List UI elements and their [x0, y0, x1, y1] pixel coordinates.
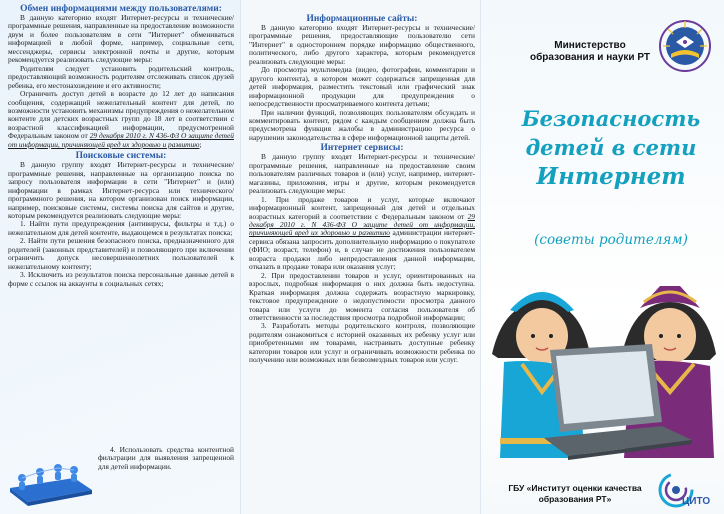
paragraph: 2. При предоставлении товаров и услуг, ориентированных на взрослых, подробная информация о них должна быть недоступна. Краткая информация должна содержать возрастную маркировку, текстовое предупреждение о недопустимости просмотра данного товара или услуги до момента согласия пользователя об ответственности за последствия просмотра подробной информации;	[249, 270, 475, 322]
heading-internet-services: Интернет сервисы:	[320, 143, 404, 154]
paragraph-text: Ограничить доступ детей в возрасте до 12 лет до написания сообщения, содержащий нежелательный контент для детей, по возможности установить механизмы предупреждения о нежелательном контенте для детских возрастных групп до 18 лет в соответствии с возрастной классификацией информации, предусмотренной Федеральным законом от	[8, 89, 234, 141]
heading-search: Поисковые системы:	[75, 151, 167, 162]
children-laptop-illustration	[484, 262, 724, 472]
ministry-emblem-icon	[654, 18, 716, 74]
col1-text-end	[98, 446, 234, 471]
law-link[interactable]: 29 декабря 2010 г. N 436-ФЗ О защите детей от информации, причиняющей вред их здоровью и развитию	[249, 211, 475, 238]
ministry-name: Министерство образования и науки РТ	[530, 40, 650, 63]
paragraph	[8, 90, 234, 149]
col1-text	[8, 4, 234, 288]
title-line: Безопасность	[521, 106, 701, 131]
paragraph: При наличии функций, позволяющих пользователям обсуждать и комментировать контент, рядом с каждым сообщением должна быть предусмотрена функция жалобы в администрацию ресурса о нарушении законодательства в сфере информационной защиты детей.	[249, 107, 475, 142]
organization-name: ГБУ «Институт оценки качества образования РТ»	[508, 483, 642, 504]
paragraph: В данную категорию входят Интернет-ресурсы и технические/программные решения, предоставляющие пользователю сети "Интернет" в одностороннем порядке информацию общественного, политического, либо другого характера, которым рекомендуется реализовать следующие меры:	[249, 23, 475, 66]
paragraph: 4. Использовать средства контентной фильтрации для выявления запрещенной для детей информации.	[98, 445, 234, 471]
brochure-subtitle: (советы родителям)	[534, 232, 688, 248]
law-link[interactable]: 29 декабря 2010 г. N 436-ФЗ О защите детей от информации, причиняющей вред их здоровью и развитию	[8, 131, 234, 149]
paragraph-text: ;	[199, 139, 202, 149]
paragraph: 3. Разработать методы родительского контроля, позволяющие родителям ознакомиться с историей оказанных их ребенку услуг или приобретенными им товарами, настраивать доступные ребенку категории товаров или услуг и ограничивать возможности ребенка по получению или возможных или безвозмездных товаров или услуг.	[249, 321, 475, 365]
heading-exchange: Обмен информациями между пользователями:	[20, 4, 222, 14]
paragraph: 3. Исключить из результатов поиска персональные данные детей в форме с ссылок на аккаунты в социальных сетях;	[8, 270, 234, 288]
paragraph-text: администрации интернет-сервиса обязана запросить дополнительную информацию о покупателе (ФИО; возраст, телефон) и, в случае не достижения пользователем возраста продажи либо непредоставления данной информации, отказать в продаже товара или оказания услуг;	[249, 228, 475, 272]
title-line: детей в сети	[525, 135, 697, 160]
paragraph: Родителям следует установить родительский контроль, предоставляющий возможность родителям отслеживать список друзей ребенка, его местонахождение и его активности;	[8, 63, 234, 90]
column-middle	[240, 0, 480, 514]
paragraph	[249, 196, 475, 272]
column-left	[0, 0, 240, 514]
brochure-title	[505, 104, 717, 191]
institute-logo-icon	[656, 470, 714, 510]
heading-info-sites: Информационные сайты:	[306, 14, 418, 24]
col2-text	[249, 14, 475, 365]
paragraph: 2. Найти пути решения безопасного поиска, предназначенного для родителей (законных представителей) и позволяющего при включении ограничить допуск несовершеннолетних пользователей к нежелательному контенту;	[8, 236, 234, 271]
paragraph-text: 1. При продаже товаров и услуг, которые включают информационный контент, запрещенный для детей и отдельных возрастных категорий в соответствии с Федеральным законом от	[249, 194, 475, 221]
title-line: Интернет	[536, 163, 686, 190]
network-people-illustration	[4, 448, 96, 510]
logo-text: ЦИТО	[682, 496, 711, 507]
paragraph: До просмотра мультимедиа (видео, фотографии, комментарии и другого контента), в котором может содержаться запрещенная для детей информация, разместить текстовый или графический знак информационной продукции для предупреждения о непосредственности просматриваемого контента детьми;	[249, 65, 475, 109]
paragraph: В данную категорию входят Интернет-ресурсы и технические/программные решения, направленные на предоставление возможности двум и более пользователям в сети "Интернет" обмениваться информацией в любой форме, например, социальные сети, мессенджеры, сервисы электронной почты и другие, которым рекомендуется реализовать следующие меры:	[8, 13, 234, 65]
paragraph: 1. Найти пути предупреждения (антивирусы, фильтры и т.д.) о нежелательном для детей контенте, выдающемся в результатах поиска;	[8, 219, 234, 237]
paragraph: В данную группу входят Интернет-ресурсы и технические/программные решения, направленные на предоставление своим пользователям различных товаров и (или) услуг, например, интернет-магазины, приложения, игры и другие, которым рекомендуется реализовать следующие меры:	[249, 152, 475, 196]
paragraph: В данную группу входят Интернет-ресурсы и технические/программные решения, направленные на организацию поиска по запросу пользователя информации в сети "Интернет" и (или) информации в рамках Интернет-ресурса или технического/программного решения, на котором организован поиск информации, например, поисковые системы, системы поиска для сайтов и другие, которым рекомендуется реализовать следующие меры:	[8, 160, 234, 220]
